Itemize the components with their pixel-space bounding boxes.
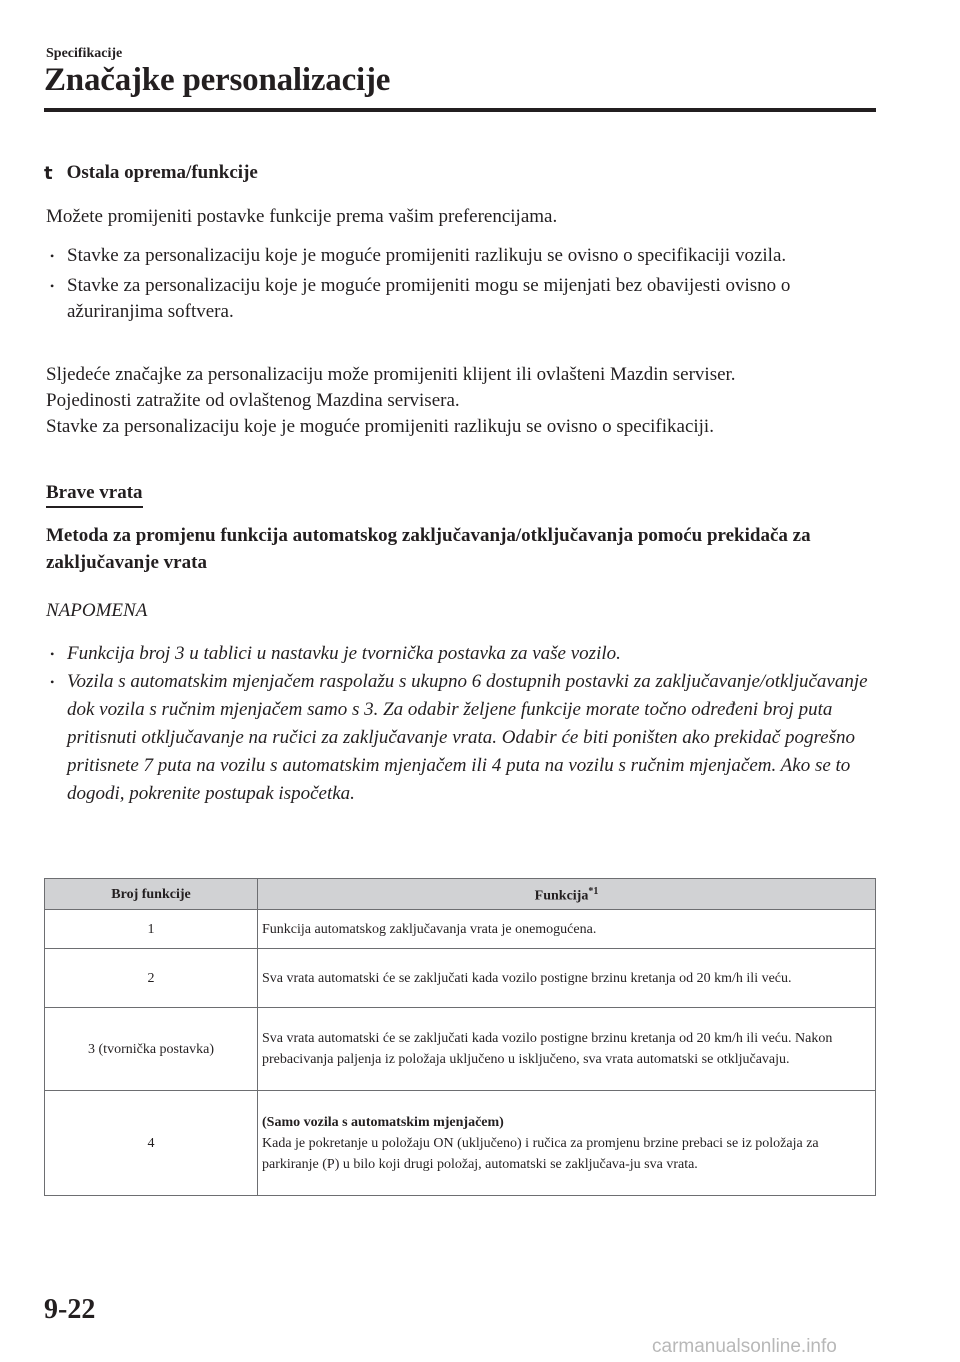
description-text: Sva vrata automatski će se zaključati kada vozilo postigne brzinu kretanja od 20 km/h ili veću. [262, 970, 792, 986]
paragraph-line: Sljedeće značajke za personalizaciju može promijeniti klijent ili ovlašteni Mazdin serviser. [46, 364, 736, 385]
list-item: • Funkcija broj 3 u tablici u nastavku je tvornička postavka za vaše vozilo. [46, 640, 876, 668]
table-row [45, 949, 876, 1008]
list-item: • Vozila s automatskim mjenjačem raspolažu s ukupno 6 dostupnih postavki za zaključavanje/otključavanje dok vozila s ručnim mjenjačem samo s 3. Za odabir željene funkcije morate točno određeni broj puta pritisnuti otključavanje na ručici za zaključavanje vrata. Odabir će biti poništen ako prekidač pogrešno pritisnete 7 puta na vozilu s automatskim mjenjačem ili 4 puta na vozilu s ručnim mjenjačem. Ako se to dogodi, pokrenite postupak ispočetka. [46, 668, 876, 808]
description-condition: (Samo vozila s automatskim mjenjačem) [262, 1114, 504, 1130]
subsection-title: Ostala oprema/funkcije [66, 162, 258, 183]
function-description-cell [258, 949, 876, 1008]
function-table [44, 878, 876, 1196]
page-number: 9-22 [44, 1294, 96, 1325]
page-title: Značajke personalizacije [44, 62, 391, 98]
function-number-cell: 1 [45, 910, 258, 949]
watermark: carmanualsonline.info [652, 1336, 837, 1357]
info-bullet-list [46, 243, 876, 329]
subsection-heading [44, 162, 258, 184]
function-number-cell: 2 [45, 949, 258, 1008]
table-row [45, 910, 876, 949]
footnote-marker: *1 [588, 886, 599, 898]
description-text: Sva vrata automatski će se zaključati kada vozilo postigne brzinu kretanja od 20 km/h ili veću. Nakon prebacivanja paljenja iz položaja uključeno u isključeno, sva vrata automatski se otključavaju. [262, 1031, 833, 1067]
method-heading: Metoda za promjenu funkcija automatskog zaključavanja/otključavanja pomoću prekidača za zaključavanje vrata [46, 525, 811, 573]
description-text: Kada je pokretanje u položaju ON (uključeno) i ručica za promjenu brzine prebaci se iz položaja za parkiranje (P) u bilo koji drugi položaj, automatski se zaključava-ju sva vrata. [262, 1135, 819, 1172]
function-description-cell [258, 1008, 876, 1091]
service-paragraph [46, 362, 886, 440]
door-locks-heading: Brave vrata [46, 482, 143, 508]
function-description-cell [258, 1091, 876, 1196]
header-function-number: Broj funkcije [45, 879, 258, 910]
section-marker-icon: t [44, 162, 53, 184]
note-bullet-list [46, 640, 876, 808]
list-item: • Stavke za personalizaciju koje je moguće promijeniti razlikuju se ovisno o specifikaciji vozila. [46, 243, 876, 269]
table-row [45, 1091, 876, 1196]
title-rule [44, 108, 876, 112]
function-number-cell: 4 [45, 1091, 258, 1196]
table-row [45, 1008, 876, 1091]
description-text: Funkcija automatskog zaključavanja vrata je onemogućena. [262, 921, 597, 937]
intro-text: Možete promijeniti postavke funkcije prema vašim preferencijama. [46, 206, 558, 227]
note-heading: NAPOMENA [46, 600, 148, 621]
table-header-row [45, 879, 876, 910]
function-description-cell [258, 910, 876, 949]
header-function [258, 879, 876, 910]
function-number-cell: 3 (tvornička postavka) [45, 1008, 258, 1091]
header-function-label: Funkcija [534, 888, 589, 904]
list-item: • Stavke za personalizaciju koje je moguće promijeniti mogu se mijenjati bez obavijesti ovisno o ažuriranjima softvera. [46, 273, 876, 325]
paragraph-line: Pojedinosti zatražite od ovlaštenog Mazdina servisera. [46, 390, 460, 411]
paragraph-line: Stavke za personalizaciju koje je moguće promijeniti razlikuju se ovisno o specifikaciji. [46, 416, 714, 437]
section-label: Specifikacije [46, 46, 123, 61]
